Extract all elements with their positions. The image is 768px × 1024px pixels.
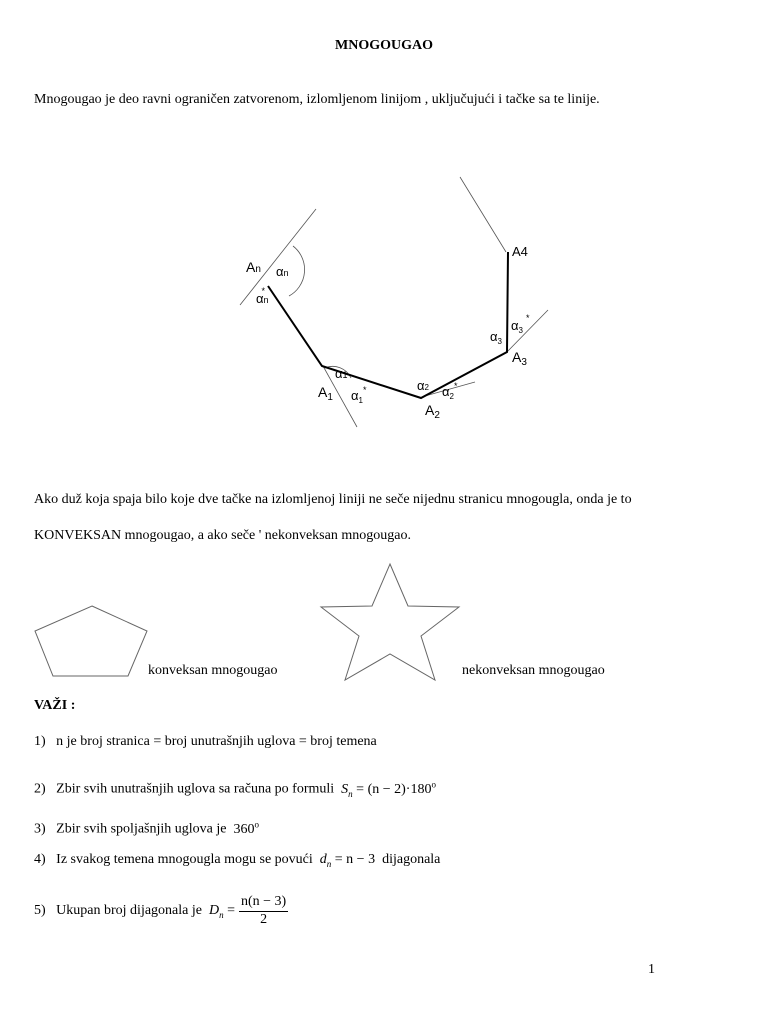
convex-pentagon-shape bbox=[35, 606, 147, 676]
rule-5 bbox=[34, 892, 288, 934]
nonconvex-star-shape bbox=[321, 564, 459, 680]
nonconvex-polygon-label: nekonveksan mnogougao bbox=[462, 663, 605, 678]
angle-label-alpha-2: α2 bbox=[417, 378, 429, 393]
convex-definition-line-2: KONVEKSAN mnogougao, a ako seče ' nekonveksan mnogougao. bbox=[34, 528, 411, 543]
rule-tail-text: dijagonala bbox=[382, 852, 441, 867]
formula-interior-angle-sum: $S_n = (n - 2)\cdot 180^o$ bbox=[341, 779, 436, 799]
vertex-label-an: An bbox=[246, 259, 261, 275]
convex-polygon-label: konveksan mnogougao bbox=[148, 663, 278, 678]
rule-4 bbox=[34, 852, 440, 872]
formula-diagonals-per-vertex: $d_n = n - 3$ bbox=[319, 852, 376, 869]
fraction-denominator: 2 bbox=[260, 911, 268, 927]
extension-line-an bbox=[240, 209, 316, 305]
convex-definition-line-1: Ako duž koja spaja bilo koje dve tačke na izlomljenoj liniji ne seče nijednu stranicu mnogougla, onda je to bbox=[34, 492, 632, 507]
angle-label-alpha-3-ext: $\alpha_3^*$ bbox=[511, 313, 530, 335]
rule-text: Ukupan broj dijagonala je bbox=[56, 903, 202, 918]
rule-text: Zbir svih unutrašnjih uglova sa računa po formuli bbox=[56, 781, 335, 797]
rule-2 bbox=[34, 776, 436, 801]
formula-total-diagonals: $D_n$ = $\frac{n(n - 3)}{2}$ bbox=[208, 893, 287, 927]
definition-text: Mnogougao je deo ravni ograničen zatvorenom, izlomljenom linijom , uključujući i tačke sa te linije. bbox=[34, 92, 600, 107]
vertex-label-a3: $A_3$ bbox=[512, 349, 527, 368]
rule-3 bbox=[34, 816, 259, 838]
angle-arc-an bbox=[289, 246, 305, 296]
angle-label-alpha-n: αn bbox=[276, 264, 289, 279]
rule-number: 5) bbox=[34, 903, 46, 918]
formula-exterior-angle-sum: 360$^o$ bbox=[233, 819, 259, 837]
rule-text: Iz svakog temena mnogougla mogu se povući bbox=[56, 852, 313, 867]
rule-text: n je broj stranica = broj unutrašnjih uglova = broj temena bbox=[56, 734, 377, 749]
angle-label-alpha-3: $\alpha_3$ bbox=[490, 329, 502, 346]
vertex-label-a1: $A_1$ bbox=[318, 384, 333, 403]
fraction-numerator: n(n − 3) bbox=[239, 894, 288, 912]
rule-number: 4) bbox=[34, 852, 46, 867]
rule-number: 1) bbox=[34, 734, 46, 749]
angle-label-alpha-1-ext: $\alpha_1^*$ bbox=[351, 385, 367, 405]
angle-label-alpha-2-ext: $\alpha_2^*$ bbox=[442, 381, 458, 401]
page-number: 1 bbox=[648, 962, 655, 977]
vertex-label-a4: A4 bbox=[512, 244, 528, 259]
vertex-label-a2: $A_2$ bbox=[425, 402, 440, 421]
rule-text: Zbir svih spoljašnjih uglova je bbox=[56, 821, 227, 837]
angle-label-alpha-1: α1 bbox=[335, 366, 348, 381]
extension-line-a4 bbox=[460, 177, 506, 252]
rule-number: 2) bbox=[34, 781, 46, 797]
rule-number: 3) bbox=[34, 821, 46, 837]
angle-label-alpha-n-ext: αn* bbox=[256, 286, 269, 306]
page-title: MNOGOUGAO bbox=[335, 38, 433, 53]
rule-1 bbox=[34, 734, 377, 750]
vazi-heading: VAŽI : bbox=[34, 698, 76, 713]
